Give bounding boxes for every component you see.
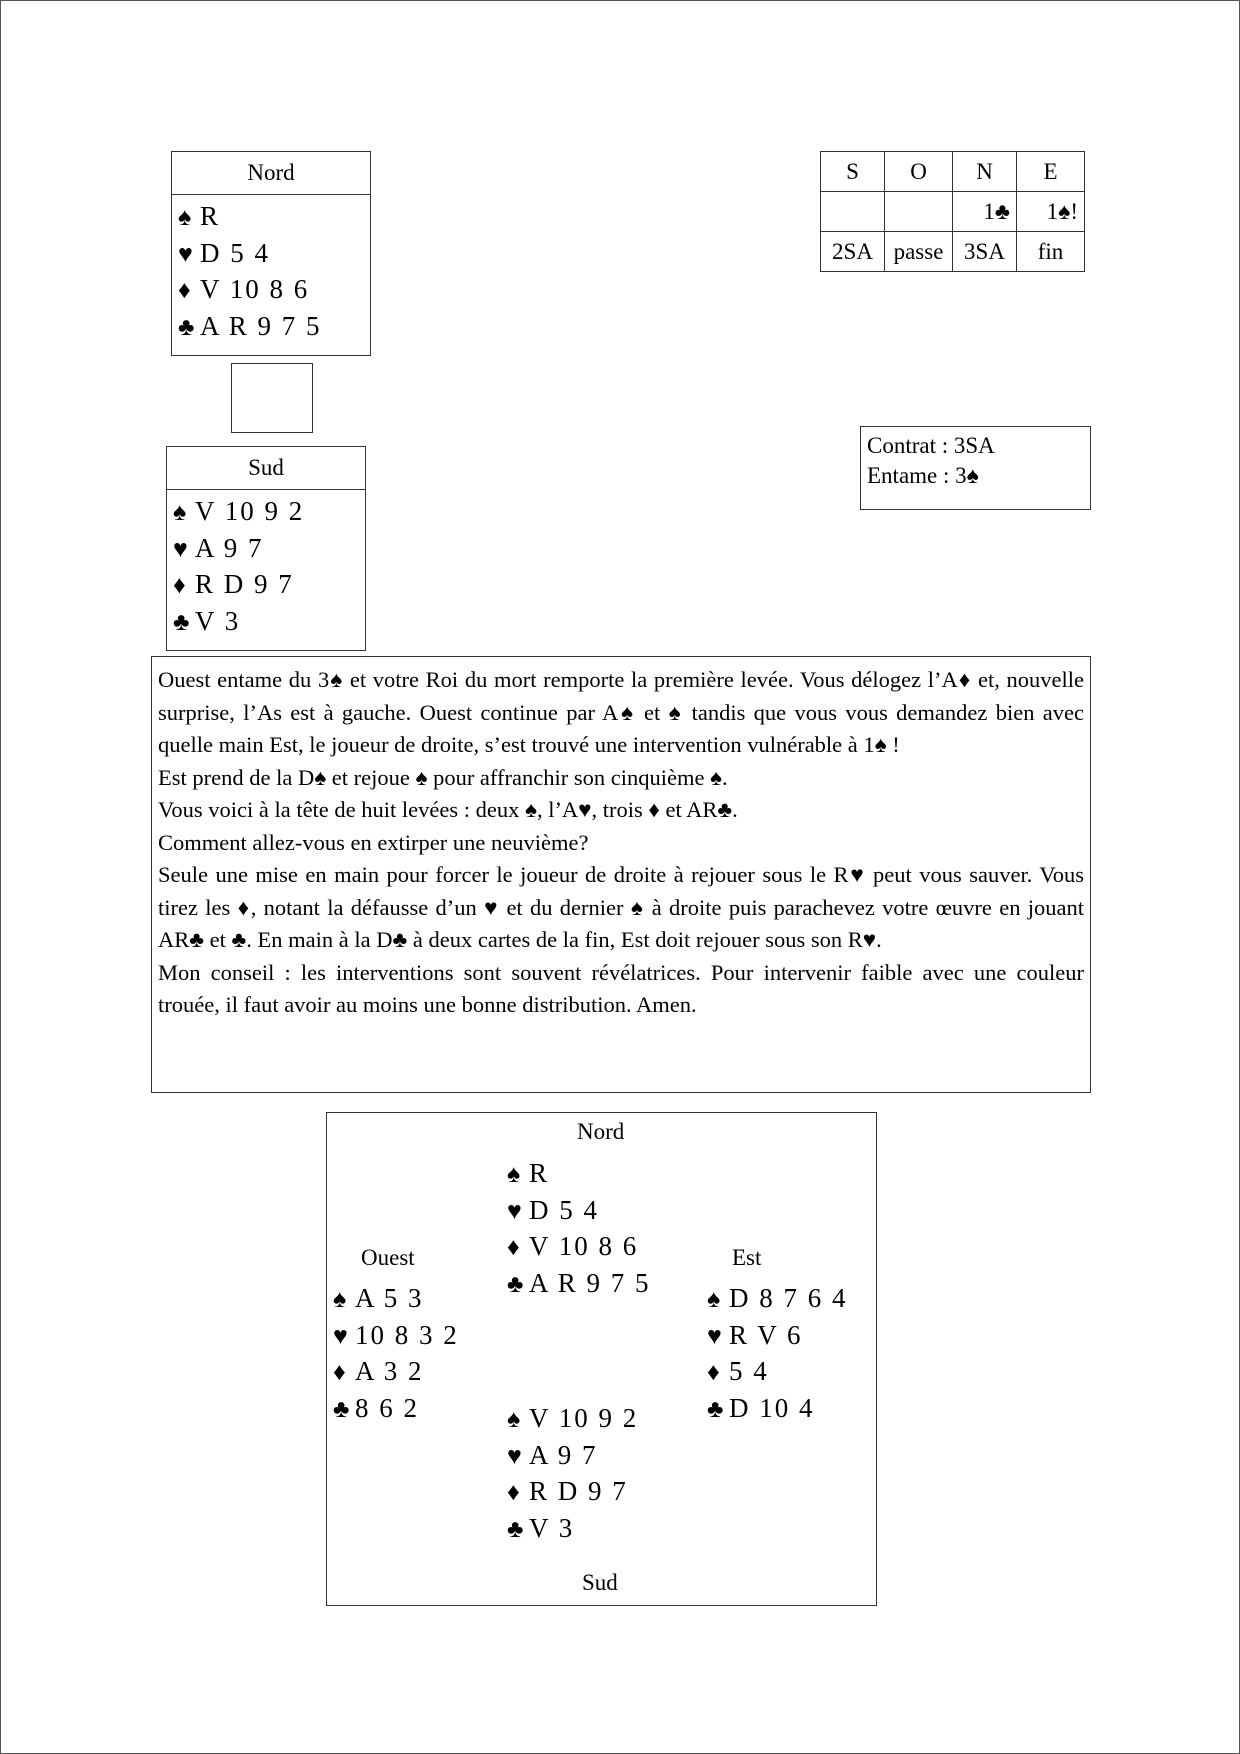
diagram-north-hearts-cards: D 5 4: [529, 1194, 599, 1225]
article-text-box: [151, 656, 1091, 1093]
diagram-east-spades-cards: D 8 7 6 4: [729, 1283, 848, 1313]
diagram-north-hand: [507, 1156, 651, 1302]
diagram-south-diamonds: [507, 1474, 638, 1511]
auction-header-west: O: [885, 152, 953, 192]
north-diamonds-line: [178, 272, 370, 309]
contract-line: Contrat : 3SA: [867, 433, 995, 458]
auction-header-east: E: [1017, 152, 1085, 192]
diagram-east-hearts: [707, 1318, 848, 1355]
north-spades-line: [178, 199, 370, 236]
spade-icon: ♠: [507, 1406, 521, 1433]
heart-icon: ♥: [333, 1322, 348, 1350]
south-clubs-cards: V 3: [195, 605, 241, 636]
diagram-north-spades-cards: R: [529, 1158, 550, 1188]
south-hearts-cards: A 9 7: [195, 532, 264, 563]
south-clubs-line: [173, 604, 365, 641]
diagram-west-spades-cards: A 5 3: [355, 1283, 424, 1313]
diagram-north-hearts: [507, 1193, 651, 1230]
diagram-west-label: Ouest: [361, 1245, 415, 1270]
south-hand-box: [166, 446, 366, 651]
auction-cell: 3SA: [953, 232, 1017, 272]
diagram-north-diamonds-cards: V 10 8 6: [529, 1231, 639, 1261]
south-hearts-line: [173, 531, 365, 568]
north-spades-cards: R: [200, 201, 221, 231]
auction-header-north: N: [953, 152, 1017, 192]
club-icon: ♣: [173, 608, 190, 636]
article-paragraph: Comment allez-vous en extirper une neuvième?: [158, 829, 589, 855]
spade-icon: ♠: [178, 204, 192, 231]
heart-icon: ♥: [507, 1197, 522, 1225]
north-diamonds-cards: V 10 8 6: [200, 274, 310, 304]
auction-table: [820, 151, 1085, 272]
article-paragraph: Vous voici à la tête de huit levées : deux ♠, l’A♥, trois ♦ et AR♣.: [158, 797, 738, 822]
diagram-east-hand: [707, 1281, 848, 1427]
diagram-east-diamonds: [707, 1354, 848, 1391]
diamond-icon: ♦: [333, 1359, 346, 1386]
north-clubs-cards: A R 9 7 5: [200, 310, 322, 341]
diagram-north-clubs: [507, 1266, 651, 1303]
heart-icon: ♥: [178, 240, 193, 268]
diamond-icon: ♦: [507, 1479, 520, 1506]
club-icon: ♣: [333, 1395, 350, 1423]
diagram-north-label: Nord: [577, 1119, 625, 1144]
diagram-west-hand: [333, 1281, 459, 1427]
heart-icon: ♥: [507, 1442, 522, 1470]
auction-row: [821, 192, 1085, 232]
south-spades-cards: V 10 9 2: [195, 496, 305, 526]
club-icon: ♣: [707, 1395, 724, 1423]
spade-icon: ♠: [707, 1286, 721, 1313]
south-hand-title: Sud: [167, 447, 365, 490]
auction-cell: 2SA: [821, 232, 885, 272]
diagram-north-spades: [507, 1156, 651, 1193]
deal-diagram: [326, 1112, 877, 1606]
diagram-east-label: Est: [732, 1245, 762, 1270]
diagram-west-diamonds: [333, 1354, 459, 1391]
diagram-east-diamonds-cards: 5 4: [729, 1356, 769, 1386]
auction-cell: [885, 192, 953, 232]
diamond-icon: ♦: [173, 572, 186, 599]
heart-icon: ♥: [173, 535, 188, 563]
auction-cell: fin: [1017, 232, 1085, 272]
auction-cell: 1♣: [953, 192, 1017, 232]
diagram-south-spades: [507, 1401, 638, 1438]
article-paragraph: Seule une mise en main pour forcer le joueur de droite à rejouer sous le R♥ peut vous sauver. Vous tirez les ♦, notant la défausse d’un ♥ et du dernier ♠ à droite puis parachevez votre œuvre en jouant AR♣ et ♣. En main à la D♣ à deux cartes de la fin, Est doit rejouer sous son R♥.: [158, 862, 1084, 952]
diagram-north-diamonds: [507, 1229, 651, 1266]
club-icon: ♣: [507, 1270, 524, 1298]
diagram-east-hearts-cards: R V 6: [729, 1319, 803, 1350]
article-paragraph: Ouest entame du 3♠ et votre Roi du mort remporte la première levée. Vous délogez l’A♦ et, nouvelle surprise, l’As est à gauche. Ouest continue par A♠ et ♠ tandis que vous vous demandez bien avec quelle main Est, le joueur de droite, s’est trouvé une intervention vulnérable à 1♠ !: [158, 667, 1084, 757]
auction-header-row: [821, 152, 1085, 192]
diagram-west-diamonds-cards: A 3 2: [355, 1356, 424, 1386]
article-paragraph: Mon conseil : les interventions sont souvent révélatrices. Pour intervenir faible avec une couleur trouée, il faut avoir au moins une bonne distribution. Amen.: [158, 959, 1084, 1017]
diagram-south-hand: [507, 1401, 638, 1547]
club-icon: ♣: [178, 313, 195, 341]
diagram-south-spades-cards: V 10 9 2: [529, 1403, 639, 1433]
diagram-south-hearts: [507, 1438, 638, 1475]
diamond-icon: ♦: [707, 1359, 720, 1386]
north-hand-title: Nord: [172, 152, 370, 195]
diagram-east-clubs-cards: D 10 4: [729, 1392, 815, 1423]
diagram-south-diamonds-cards: R D 9 7: [529, 1476, 628, 1506]
diagram-west-hearts: [333, 1318, 459, 1355]
contract-box: [860, 426, 1091, 510]
north-hearts-cards: D 5 4: [200, 237, 270, 268]
spade-icon: ♠: [333, 1286, 347, 1313]
diagram-east-spades: [707, 1281, 848, 1318]
north-hearts-line: [178, 236, 370, 273]
auction-cell: passe: [885, 232, 953, 272]
diagram-east-clubs: [707, 1391, 848, 1428]
diagram-north-clubs-cards: A R 9 7 5: [529, 1267, 651, 1298]
diagram-south-label: Sud: [582, 1570, 618, 1595]
south-diamonds-cards: R D 9 7: [195, 569, 294, 599]
south-spades-line: [173, 494, 365, 531]
spade-icon: ♠: [173, 499, 187, 526]
spade-icon: ♠: [507, 1161, 521, 1188]
diamond-icon: ♦: [178, 277, 191, 304]
auction-header-south: S: [821, 152, 885, 192]
diagram-west-clubs-cards: 8 6 2: [355, 1392, 419, 1423]
diagram-west-hearts-cards: 10 8 3 2: [355, 1319, 459, 1350]
diagram-south-hearts-cards: A 9 7: [529, 1439, 598, 1470]
auction-cell: 1♠!: [1017, 192, 1085, 232]
table-square: [231, 363, 313, 433]
south-diamonds-line: [173, 567, 365, 604]
heart-icon: ♥: [707, 1322, 722, 1350]
lead-line: Entame : 3♠: [867, 463, 979, 488]
diagram-west-spades: [333, 1281, 459, 1318]
north-hand-box: [171, 151, 371, 356]
diamond-icon: ♦: [507, 1234, 520, 1261]
club-icon: ♣: [507, 1515, 524, 1543]
north-clubs-line: [178, 309, 370, 346]
diagram-south-clubs-cards: V 3: [529, 1512, 575, 1543]
diagram-south-clubs: [507, 1511, 638, 1548]
auction-row: [821, 232, 1085, 272]
article-paragraph: Est prend de la D♠ et rejoue ♠ pour affranchir son cinquième ♠.: [158, 764, 728, 790]
diagram-west-clubs: [333, 1391, 459, 1428]
auction-cell: [821, 192, 885, 232]
